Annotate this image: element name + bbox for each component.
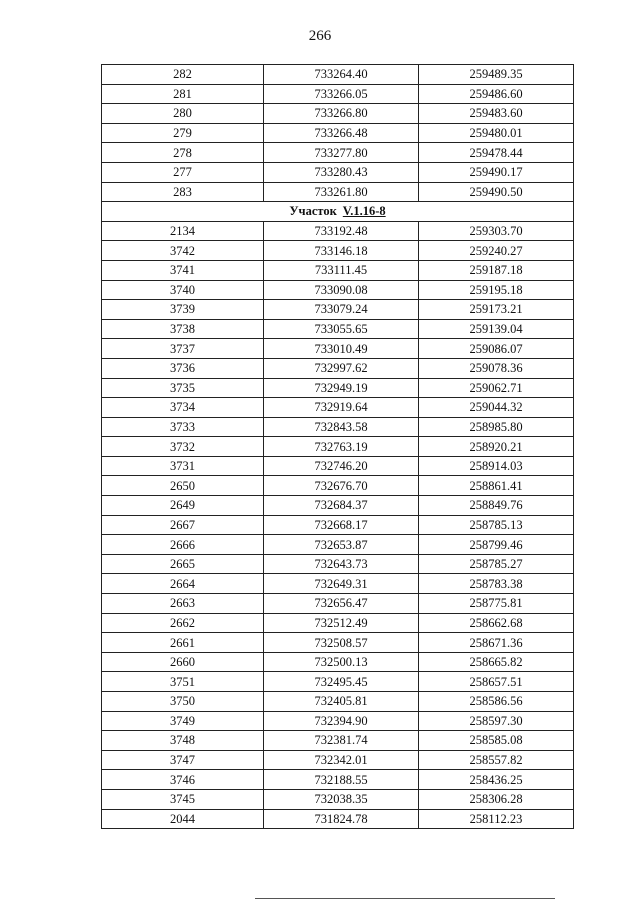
- y-coordinate-cell: 259480.01: [419, 123, 574, 143]
- coordinates-table: [101, 64, 574, 829]
- y-coordinate-cell: 258783.38: [419, 574, 574, 594]
- x-coordinate-cell: 732668.17: [264, 515, 419, 535]
- point-id-cell: 2666: [102, 535, 264, 555]
- table-row: [102, 456, 574, 476]
- y-coordinate-cell: 258597.30: [419, 711, 574, 731]
- section-cell: [102, 202, 574, 222]
- table-row: [102, 123, 574, 143]
- point-id-cell: 3737: [102, 339, 264, 359]
- x-coordinate-cell: 731824.78: [264, 809, 419, 829]
- table-row: [102, 182, 574, 202]
- table-row: [102, 300, 574, 320]
- point-id-cell: 2134: [102, 221, 264, 241]
- y-coordinate-cell: 259489.35: [419, 65, 574, 85]
- x-coordinate-cell: 733055.65: [264, 319, 419, 339]
- y-coordinate-cell: 258849.76: [419, 496, 574, 516]
- y-coordinate-cell: 258557.82: [419, 750, 574, 770]
- y-coordinate-cell: 258112.23: [419, 809, 574, 829]
- y-coordinate-cell: 259187.18: [419, 260, 574, 280]
- point-id-cell: 278: [102, 143, 264, 163]
- point-id-cell: 2650: [102, 476, 264, 496]
- point-id-cell: 3739: [102, 300, 264, 320]
- point-id-cell: 3735: [102, 378, 264, 398]
- x-coordinate-cell: 733277.80: [264, 143, 419, 163]
- x-coordinate-cell: 732649.31: [264, 574, 419, 594]
- point-id-cell: 2664: [102, 574, 264, 594]
- point-id-cell: 3736: [102, 358, 264, 378]
- y-coordinate-cell: 258985.80: [419, 417, 574, 437]
- x-coordinate-cell: 733280.43: [264, 162, 419, 182]
- table-row: [102, 770, 574, 790]
- point-id-cell: 2662: [102, 613, 264, 633]
- y-coordinate-cell: 258436.25: [419, 770, 574, 790]
- x-coordinate-cell: 733266.48: [264, 123, 419, 143]
- table-row: [102, 594, 574, 614]
- point-id-cell: 3733: [102, 417, 264, 437]
- y-coordinate-cell: 259078.36: [419, 358, 574, 378]
- table-row: [102, 260, 574, 280]
- point-id-cell: 3742: [102, 241, 264, 261]
- y-coordinate-cell: 259044.32: [419, 398, 574, 418]
- y-coordinate-cell: 258657.51: [419, 672, 574, 692]
- x-coordinate-cell: 732656.47: [264, 594, 419, 614]
- x-coordinate-cell: 733090.08: [264, 280, 419, 300]
- table-row: [102, 417, 574, 437]
- y-coordinate-cell: 258585.08: [419, 731, 574, 751]
- x-coordinate-cell: 732512.49: [264, 613, 419, 633]
- table-row: [102, 535, 574, 555]
- y-coordinate-cell: 258861.41: [419, 476, 574, 496]
- y-coordinate-cell: 259486.60: [419, 84, 574, 104]
- x-coordinate-cell: 732763.19: [264, 437, 419, 457]
- y-coordinate-cell: 258775.81: [419, 594, 574, 614]
- point-id-cell: 3745: [102, 789, 264, 809]
- table-row: [102, 496, 574, 516]
- point-id-cell: 3732: [102, 437, 264, 457]
- y-coordinate-cell: 259062.71: [419, 378, 574, 398]
- point-id-cell: 2660: [102, 652, 264, 672]
- x-coordinate-cell: 733264.40: [264, 65, 419, 85]
- point-id-cell: 2649: [102, 496, 264, 516]
- y-coordinate-cell: 259240.27: [419, 241, 574, 261]
- x-coordinate-cell: 732843.58: [264, 417, 419, 437]
- section-row: [102, 202, 574, 222]
- x-coordinate-cell: 732342.01: [264, 750, 419, 770]
- y-coordinate-cell: 259139.04: [419, 319, 574, 339]
- y-coordinate-cell: 258586.56: [419, 692, 574, 712]
- x-coordinate-cell: 732919.64: [264, 398, 419, 418]
- point-id-cell: 283: [102, 182, 264, 202]
- section-code: V.1.16-8: [342, 204, 386, 219]
- y-coordinate-cell: 259173.21: [419, 300, 574, 320]
- table-row: [102, 789, 574, 809]
- x-coordinate-cell: 732381.74: [264, 731, 419, 751]
- x-coordinate-cell: 732684.37: [264, 496, 419, 516]
- table-section-header: [102, 202, 574, 222]
- x-coordinate-cell: 733010.49: [264, 339, 419, 359]
- x-coordinate-cell: 732949.19: [264, 378, 419, 398]
- table-row: [102, 476, 574, 496]
- table-row: [102, 437, 574, 457]
- table-row: [102, 731, 574, 751]
- x-coordinate-cell: 733261.80: [264, 182, 419, 202]
- x-coordinate-cell: 732997.62: [264, 358, 419, 378]
- table-row: [102, 613, 574, 633]
- table-row: [102, 104, 574, 124]
- table-row: [102, 280, 574, 300]
- x-coordinate-cell: 732495.45: [264, 672, 419, 692]
- y-coordinate-cell: 258306.28: [419, 789, 574, 809]
- point-id-cell: 3738: [102, 319, 264, 339]
- x-coordinate-cell: 732746.20: [264, 456, 419, 476]
- section-label: Участок: [289, 204, 337, 219]
- point-id-cell: 2667: [102, 515, 264, 535]
- y-coordinate-cell: 258671.36: [419, 633, 574, 653]
- x-coordinate-cell: 733111.45: [264, 260, 419, 280]
- y-coordinate-cell: 258665.82: [419, 652, 574, 672]
- point-id-cell: 2661: [102, 633, 264, 653]
- x-coordinate-cell: 732500.13: [264, 652, 419, 672]
- x-coordinate-cell: 733266.80: [264, 104, 419, 124]
- y-coordinate-cell: 259478.44: [419, 143, 574, 163]
- y-coordinate-cell: 259086.07: [419, 339, 574, 359]
- x-coordinate-cell: 732405.81: [264, 692, 419, 712]
- point-id-cell: 2663: [102, 594, 264, 614]
- point-id-cell: 3746: [102, 770, 264, 790]
- y-coordinate-cell: 258920.21: [419, 437, 574, 457]
- x-coordinate-cell: 732508.57: [264, 633, 419, 653]
- y-coordinate-cell: 258785.27: [419, 554, 574, 574]
- y-coordinate-cell: 259195.18: [419, 280, 574, 300]
- table-row: [102, 515, 574, 535]
- point-id-cell: 3749: [102, 711, 264, 731]
- point-id-cell: 2665: [102, 554, 264, 574]
- point-id-cell: 282: [102, 65, 264, 85]
- table-row: [102, 652, 574, 672]
- table-row: [102, 378, 574, 398]
- table-body-bottom: [102, 221, 574, 828]
- y-coordinate-cell: 258785.13: [419, 515, 574, 535]
- point-id-cell: 277: [102, 162, 264, 182]
- x-coordinate-cell: 733079.24: [264, 300, 419, 320]
- table-row: [102, 398, 574, 418]
- table-row: [102, 339, 574, 359]
- table-row: [102, 84, 574, 104]
- y-coordinate-cell: 259490.50: [419, 182, 574, 202]
- y-coordinate-cell: 259490.17: [419, 162, 574, 182]
- table-row: [102, 672, 574, 692]
- x-coordinate-cell: 732188.55: [264, 770, 419, 790]
- y-coordinate-cell: 258799.46: [419, 535, 574, 555]
- bottom-rule: [255, 898, 555, 899]
- x-coordinate-cell: 733192.48: [264, 221, 419, 241]
- table-row: [102, 162, 574, 182]
- point-id-cell: 280: [102, 104, 264, 124]
- point-id-cell: 3751: [102, 672, 264, 692]
- table-row: [102, 809, 574, 829]
- page-number: 266: [308, 28, 332, 44]
- table-row: [102, 633, 574, 653]
- table-row: [102, 554, 574, 574]
- x-coordinate-cell: 732653.87: [264, 535, 419, 555]
- point-id-cell: 3734: [102, 398, 264, 418]
- table-row: [102, 221, 574, 241]
- x-coordinate-cell: 732038.35: [264, 789, 419, 809]
- point-id-cell: 281: [102, 84, 264, 104]
- point-id-cell: 3748: [102, 731, 264, 751]
- point-id-cell: 3731: [102, 456, 264, 476]
- point-id-cell: 279: [102, 123, 264, 143]
- y-coordinate-cell: 259303.70: [419, 221, 574, 241]
- y-coordinate-cell: 258662.68: [419, 613, 574, 633]
- table-row: [102, 319, 574, 339]
- table-row: [102, 711, 574, 731]
- y-coordinate-cell: 258914.03: [419, 456, 574, 476]
- table-row: [102, 65, 574, 85]
- x-coordinate-cell: 733146.18: [264, 241, 419, 261]
- table-row: [102, 692, 574, 712]
- x-coordinate-cell: 733266.05: [264, 84, 419, 104]
- table-row: [102, 241, 574, 261]
- point-id-cell: 3740: [102, 280, 264, 300]
- point-id-cell: 3747: [102, 750, 264, 770]
- point-id-cell: 3741: [102, 260, 264, 280]
- table-row: [102, 750, 574, 770]
- x-coordinate-cell: 732643.73: [264, 554, 419, 574]
- y-coordinate-cell: 259483.60: [419, 104, 574, 124]
- point-id-cell: 2044: [102, 809, 264, 829]
- x-coordinate-cell: 732676.70: [264, 476, 419, 496]
- table-row: [102, 358, 574, 378]
- table-row: [102, 143, 574, 163]
- table-row: [102, 574, 574, 594]
- point-id-cell: 3750: [102, 692, 264, 712]
- x-coordinate-cell: 732394.90: [264, 711, 419, 731]
- table-body-top: [102, 65, 574, 202]
